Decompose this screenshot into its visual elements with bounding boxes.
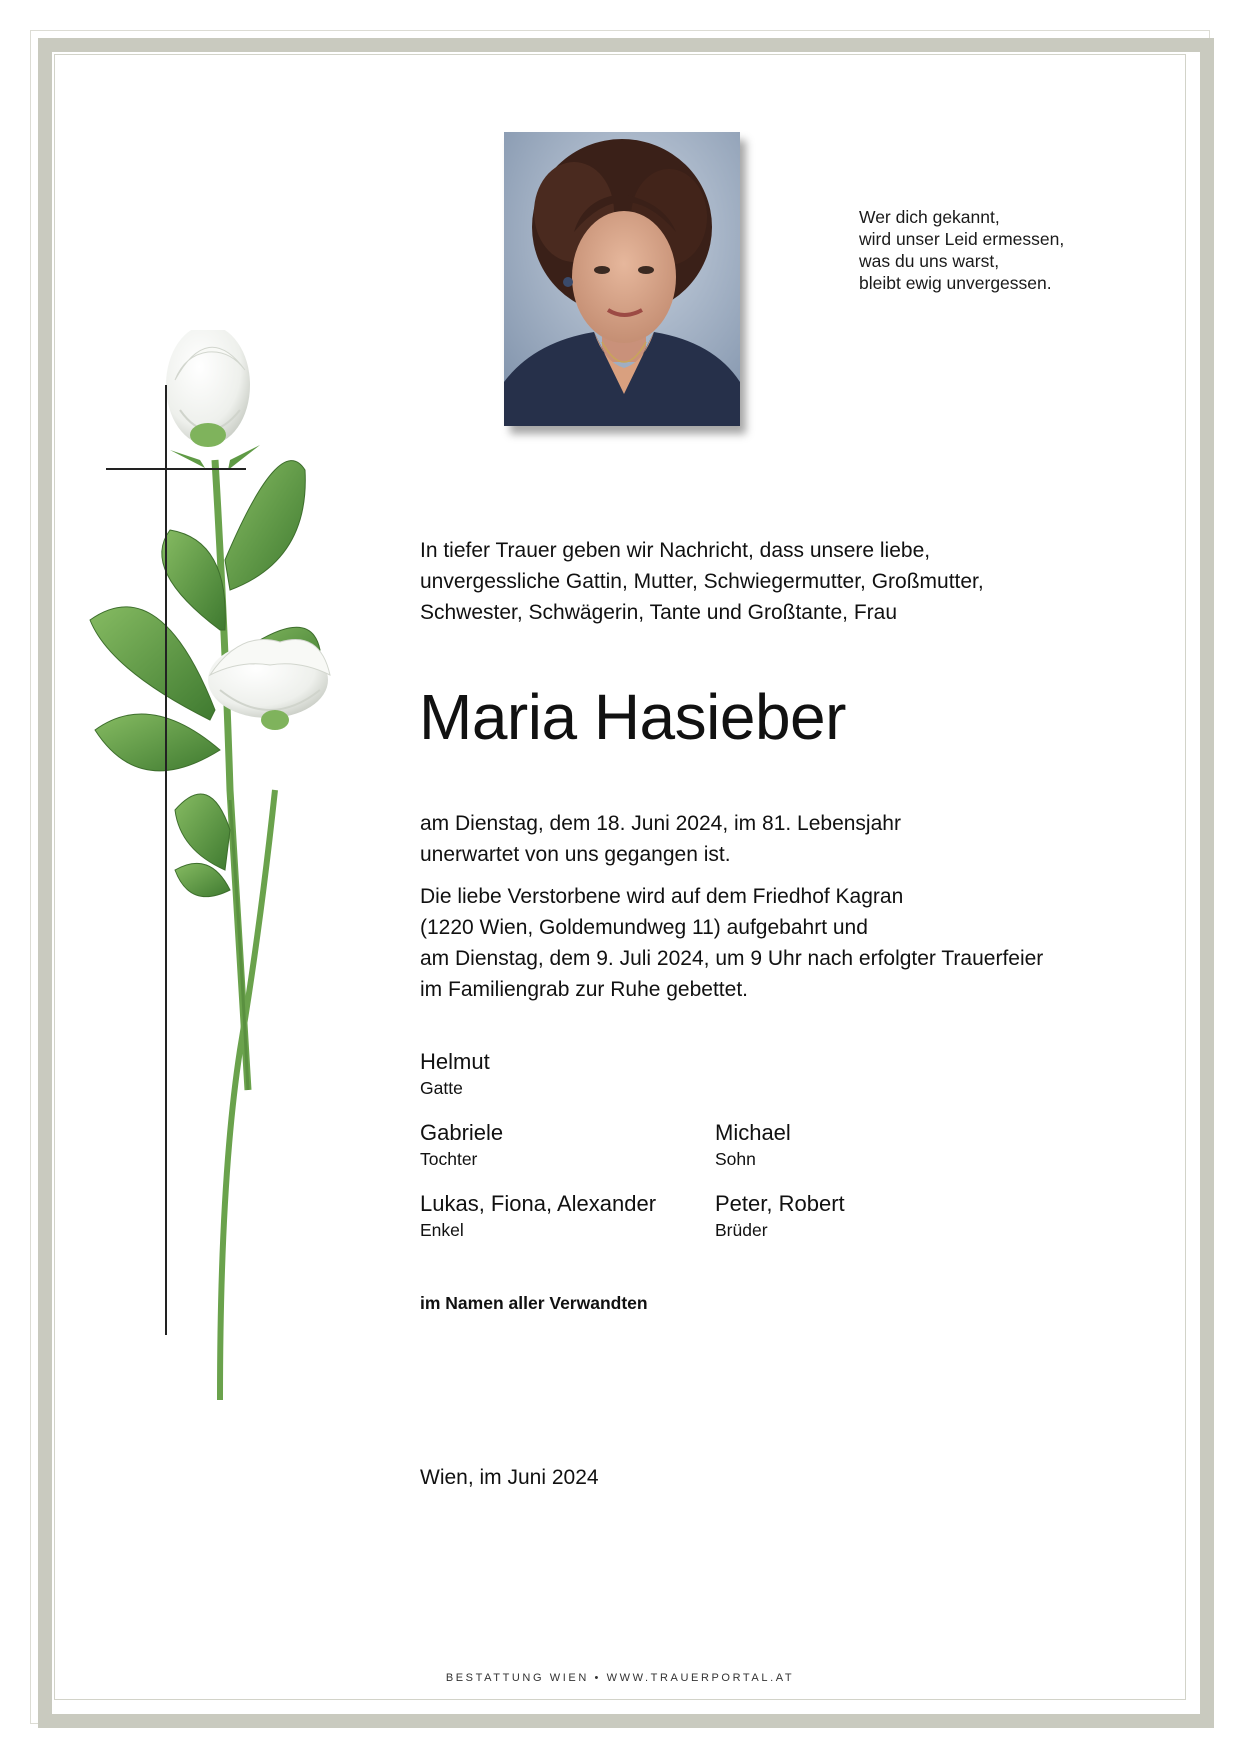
- mourner-name: Gabriele: [420, 1120, 504, 1145]
- intro-line: unvergessliche Gattin, Mutter, Schwiegermutter, Großmutter,: [420, 570, 984, 593]
- funeral-line: Die liebe Verstorbene wird auf dem Friedhof Kagran: [420, 885, 904, 908]
- mourner-relation: Brüder: [715, 1220, 768, 1240]
- deceased-name: Maria Hasieber: [419, 681, 846, 753]
- mourner-name: Helmut: [420, 1049, 490, 1074]
- funeral-line: (1220 Wien, Goldemundweg 11) aufgebahrt und: [420, 916, 868, 939]
- poem-line: Wer dich gekannt,: [859, 207, 1000, 227]
- poem-line: bleibt ewig unvergessen.: [859, 273, 1052, 293]
- funeral-line: im Familiengrab zur Ruhe gebettet.: [420, 978, 748, 1001]
- mourner-relation: Enkel: [420, 1220, 464, 1240]
- mourner-relation: Tochter: [420, 1149, 478, 1169]
- death-line: am Dienstag, dem 18. Juni 2024, im 81. Lebensjahr: [420, 812, 901, 835]
- funeral-line: am Dienstag, dem 9. Juli 2024, um 9 Uhr nach erfolgter Trauerfeier: [420, 947, 1044, 970]
- poem-line: was du uns warst,: [859, 251, 1000, 271]
- mourner-name: Lukas, Fiona, Alexander: [420, 1191, 657, 1216]
- mourner-relation: Gatte: [420, 1078, 463, 1098]
- mourner-entry: [715, 1191, 845, 1241]
- on-behalf-note: im Namen aller Verwandten: [420, 1293, 648, 1313]
- intro-line: Schwester, Schwägerin, Tante und Großtante, Frau: [420, 601, 898, 624]
- mourner-name: Michael: [715, 1120, 791, 1145]
- place-date: Wien, im Juni 2024: [420, 1466, 599, 1489]
- poem: [859, 206, 1064, 294]
- funeral-details: [420, 881, 1043, 1005]
- mourner-entry: [715, 1120, 791, 1170]
- mourner-entry: [420, 1120, 503, 1170]
- portrait-photo: [504, 132, 740, 426]
- death-line: unerwartet von uns gegangen ist.: [420, 843, 731, 866]
- poem-line: wird unser Leid ermessen,: [859, 229, 1065, 249]
- intro-text: [420, 535, 984, 628]
- intro-line: In tiefer Trauer geben wir Nachricht, dass unsere liebe,: [420, 539, 931, 562]
- mourner-relation: Sohn: [715, 1149, 756, 1169]
- footer-credit: BESTATTUNG WIEN • WWW.TRAUERPORTAL.AT: [445, 1672, 795, 1684]
- death-notice: [420, 808, 901, 870]
- mourner-name: Peter, Robert: [715, 1191, 845, 1216]
- mourner-entry: [420, 1191, 656, 1241]
- mourner-entry: [420, 1049, 490, 1099]
- rose-cross-illustration: [80, 330, 380, 1420]
